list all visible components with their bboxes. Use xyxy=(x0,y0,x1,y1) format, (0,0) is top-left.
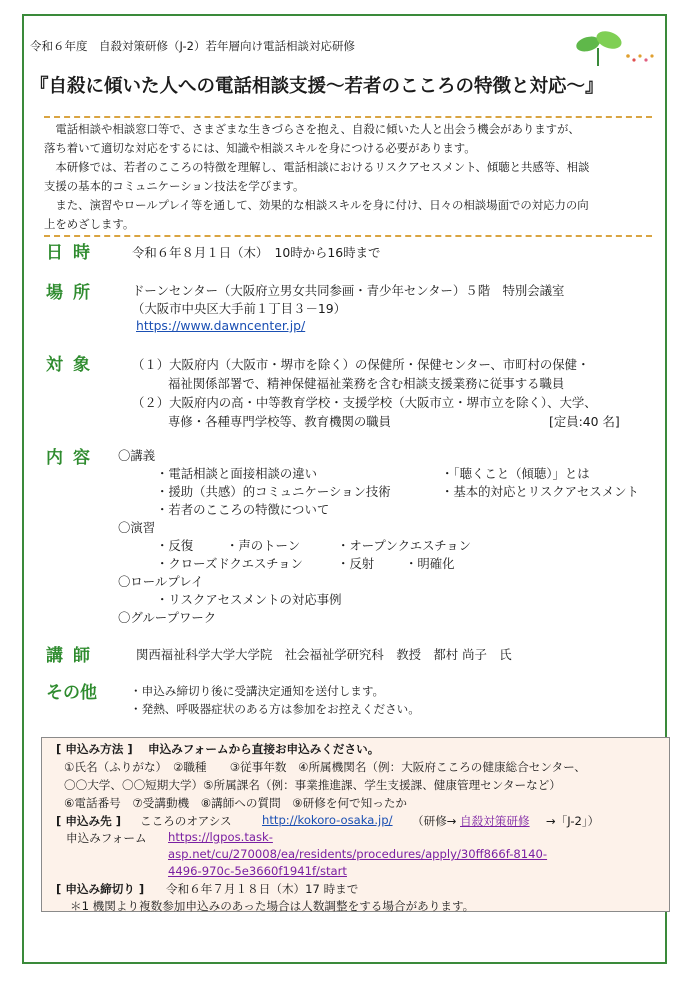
lecture-item: ・援助（共感）的コミュニケーション技術 xyxy=(156,484,391,499)
lecture-item: ・基本的対応とリスクアセスメント xyxy=(441,484,639,499)
destination-bracket: [ 申込み先 ] xyxy=(56,814,122,828)
place-url-link[interactable]: https://www.dawncenter.jp/ xyxy=(136,318,306,333)
place-address: （大阪市中央区大手前１丁目３－19） xyxy=(132,301,347,316)
roleplay-heading: 〇ロールプレイ xyxy=(118,574,204,589)
form-label: 申込みフォーム xyxy=(66,831,147,845)
place-label: 場所 xyxy=(46,283,100,303)
intro-line: 電話相談や相談窓口等で、さまざまな生きづらさを抱え、自殺に傾いた人と出会う機会がありますが、 xyxy=(44,122,580,136)
divider-middle xyxy=(44,235,652,237)
form-url-link[interactable]: https://lgpos.task- xyxy=(168,830,273,844)
other-label: その他 xyxy=(46,683,97,703)
capacity-note: [定員:40 名] xyxy=(549,414,620,429)
intro-line: また、演習やロールプレイ等を通して、効果的な相談スキルを身に付け、日々の相談場面での対応力の向 xyxy=(44,198,589,212)
method-bracket: [ 申込み方法 ] xyxy=(56,742,133,756)
target-line-2: 福祉関係部署で、精神保健福祉業務を含む相談支援業務に従事する職員 xyxy=(168,376,565,391)
destination-note-suffix: →「J-2」） xyxy=(546,814,600,828)
exercise-item: ・オープンクエスチョン xyxy=(337,538,472,553)
destination-url-link[interactable]: http://kokoro-osaka.jp/ xyxy=(262,813,393,827)
fields-line-1: ①氏名（ふりがな） ②職種 ③従事年数 ④所属機関名（例：大阪府こころの健康総合センター、 xyxy=(64,760,586,774)
target-line-3: （２）大阪府内の高・中等教育学校・支援学校（大阪市立・堺市立を除く）、大学、 xyxy=(132,395,597,410)
intro-paragraph xyxy=(44,120,658,234)
exercise-heading: 〇演習 xyxy=(118,520,156,535)
method-text: 申込みフォームから直接お申込みください。 xyxy=(148,742,380,756)
exercise-item: ・反射 xyxy=(337,556,375,571)
lecture-item: ・「聴くこと（傾聴）」とは xyxy=(441,466,590,481)
exercise-item: ・明確化 xyxy=(405,556,455,571)
lecture-heading: 〇講義 xyxy=(118,448,156,463)
adjustment-note: ＊1 機関より複数参加申込みのあった場合は人数調整をする場合があります。 xyxy=(70,899,475,913)
intro-line: 本研修では、若者のこころの特徴を理解し、電話相談におけるリスクアセスメント、傾聴と共感等、相談 xyxy=(44,160,590,174)
other-item: ・申込み締切り後に受講決定通知を送付します。 xyxy=(130,684,385,698)
exercise-item: ・クローズドクエスチョン xyxy=(156,556,303,571)
exercise-item: ・声のトーン xyxy=(226,538,301,553)
groupwork-heading: 〇グループワーク xyxy=(118,610,217,625)
intro-line: 落ち着いて適切な対応をするには、知識や相談スキルを身につける必要があります。 xyxy=(44,141,476,155)
lecture-item: ・電話相談と面接相談の違い xyxy=(156,466,318,481)
deadline-bracket: [ 申込み締切り ] xyxy=(56,882,145,896)
divider-top xyxy=(44,116,652,118)
lecture-item: ・若者のこころの特徴について xyxy=(156,502,330,517)
form-url-link[interactable]: asp.net/cu/270008/ea/residents/procedures/apply/30ff866f-8140- xyxy=(168,847,548,861)
target-label: 対象 xyxy=(46,355,100,375)
fields-line-3: ⑥電話番号 ⑦受講動機 ⑧講師への質問 ⑨研修を何で知ったか xyxy=(64,796,408,810)
target-line-1: （１）大阪府内（大阪市・堺市を除く）の保健所・保健センター、市町村の保健・ xyxy=(132,357,590,372)
destination-note-prefix: （研修→ xyxy=(412,814,457,828)
form-url-link[interactable]: 4496-970c-5e3660f1941f/start xyxy=(168,864,347,878)
other-item: ・発熱、呼吸器症状のある方は参加をお控えください。 xyxy=(130,702,420,716)
target-line-4: 専修・各種専門学校等、教育機関の職員 xyxy=(168,414,392,429)
page-title: 『自殺に傾いた人への電話相談支援～若者のこころの特徴と対応～』 xyxy=(30,76,604,97)
place-name: ドーンセンター（大阪府立男女共同参画・青少年センター）５階 特別会議室 xyxy=(132,283,565,298)
destination-name: こころのオアシス xyxy=(140,814,232,828)
intro-line: 支援の基本的コミュニケーション技法を学びます。 xyxy=(44,179,305,193)
sprout-icon xyxy=(572,26,662,70)
header-line: 令和６年度 自殺対策研修（J-2）若年層向け電話相談対応研修 xyxy=(30,39,355,53)
deadline-text: 令和６年７月１８日（木）17 時まで xyxy=(166,882,359,896)
training-link[interactable]: 自殺対策研修 xyxy=(460,814,530,828)
lecturer-value: 関西福祉科学大学大学院 社会福祉学研究科 教授 都村 尚子 氏 xyxy=(136,647,512,662)
lecturer-label: 講師 xyxy=(46,646,100,666)
fields-line-2: 〇〇大学、〇〇短期大学）⑤所属課名（例：事業推進課、学生支援課、健康管理センターなど） xyxy=(64,778,561,792)
roleplay-item: ・リスクアセスメントの対応事例 xyxy=(156,592,342,607)
content-label: 内容 xyxy=(46,448,100,468)
date-value: 令和６年８月１日（木） 10時から16時まで xyxy=(132,245,381,260)
date-label: 日時 xyxy=(46,243,100,263)
intro-line: 上をめざします。 xyxy=(44,217,135,231)
exercise-item: ・反復 xyxy=(156,538,194,553)
